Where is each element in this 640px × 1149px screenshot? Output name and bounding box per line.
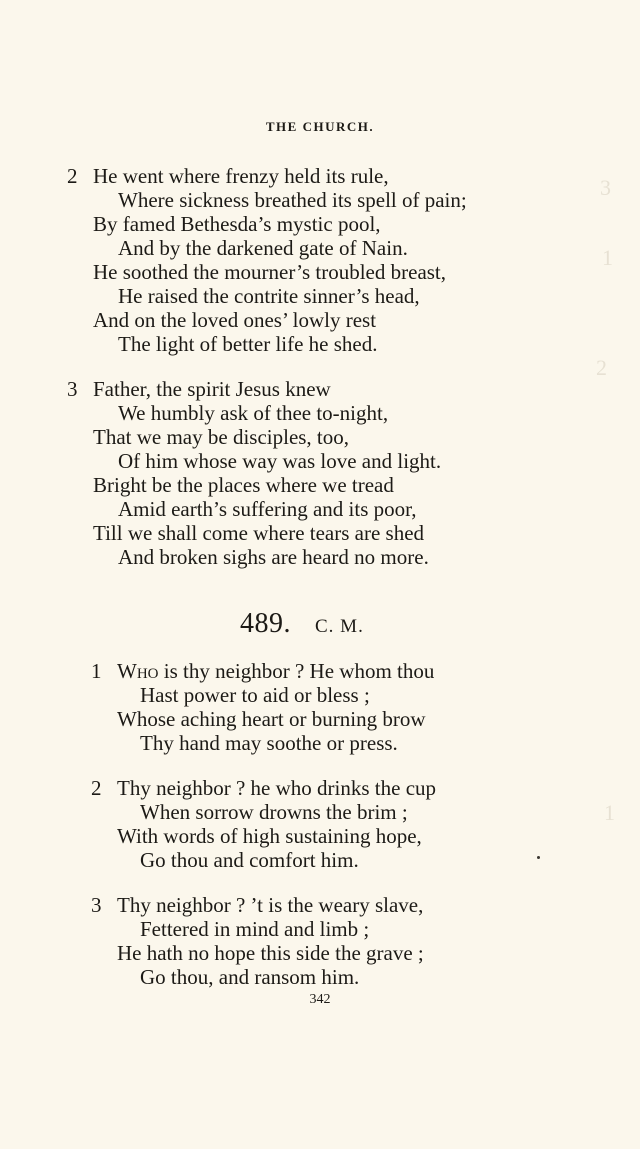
verse-line: He raised the contrite sinner’s head, xyxy=(118,284,420,308)
verse-line-rest: is thy neighbor ? He whom thou xyxy=(158,659,435,683)
show-through-mark: 3 xyxy=(600,175,611,200)
verse-line: Whose aching heart or burning brow xyxy=(117,707,426,731)
verse-line: Amid earth’s suffering and its poor, xyxy=(118,497,417,521)
stanza-number: 1 xyxy=(91,659,102,683)
verse-line: The light of better life he shed. xyxy=(118,332,378,356)
verse-line: Fettered in mind and limb ; xyxy=(140,917,370,941)
first-word: Who xyxy=(117,659,159,683)
hymn-meter: C. M. xyxy=(315,616,364,637)
stanza-number: 2 xyxy=(67,164,78,188)
verse-line xyxy=(117,659,434,683)
verse-line: We humbly ask of thee to-night, xyxy=(118,401,389,425)
verse-line: By famed Bethesda’s mystic pool, xyxy=(93,212,381,236)
stanza-number: 3 xyxy=(91,893,102,917)
verse-line: Hast power to aid or bless ; xyxy=(140,683,370,707)
verse-line: And on the loved ones’ lowly rest xyxy=(93,308,377,332)
verse-line: Thy neighbor ? he who drinks the cup xyxy=(117,776,437,800)
verse-line: And broken sighs are heard no more. xyxy=(118,545,429,569)
verse-line: He soothed the mourner’s troubled breast, xyxy=(93,260,447,284)
verse-line: Thy neighbor ? ’t is the weary slave, xyxy=(117,893,424,917)
stanza-number: 3 xyxy=(67,377,78,401)
ink-speck xyxy=(537,856,540,859)
hymn-number: 489. xyxy=(240,608,291,639)
hymn-heading xyxy=(240,608,364,640)
verse-line: He went where frenzy held its rule, xyxy=(93,164,389,188)
running-title: THE CHURCH. xyxy=(265,119,375,134)
verse-line: When sorrow drowns the brim ; xyxy=(140,800,408,824)
verse-line: Father, the spirit Jesus knew xyxy=(93,377,331,401)
verse-line: Bright be the places where we tread xyxy=(93,473,394,497)
verse-line: Of him whose way was love and light. xyxy=(118,449,442,473)
stanza-number: 2 xyxy=(91,776,102,800)
verse-line: Go thou and comfort him. xyxy=(140,848,359,872)
verse-line: Till we shall come where tears are shed xyxy=(93,521,425,545)
verse-line: With words of high sustaining hope, xyxy=(117,824,422,848)
verse-line: Where sickness breathed its spell of pain; xyxy=(118,188,467,212)
verse-line: That we may be disciples, too, xyxy=(93,425,350,449)
verse-line: He hath no hope this side the grave ; xyxy=(117,941,424,965)
show-through-mark: 1 xyxy=(602,245,613,270)
show-through-mark: 1 xyxy=(604,800,615,825)
page-number: 342 xyxy=(309,992,331,1007)
show-through-mark: 2 xyxy=(596,355,607,380)
verse-line: And by the darkened gate of Nain. xyxy=(118,236,408,260)
verse-line: Go thou, and ransom him. xyxy=(140,965,360,989)
verse-line: Thy hand may soothe or press. xyxy=(140,731,398,755)
